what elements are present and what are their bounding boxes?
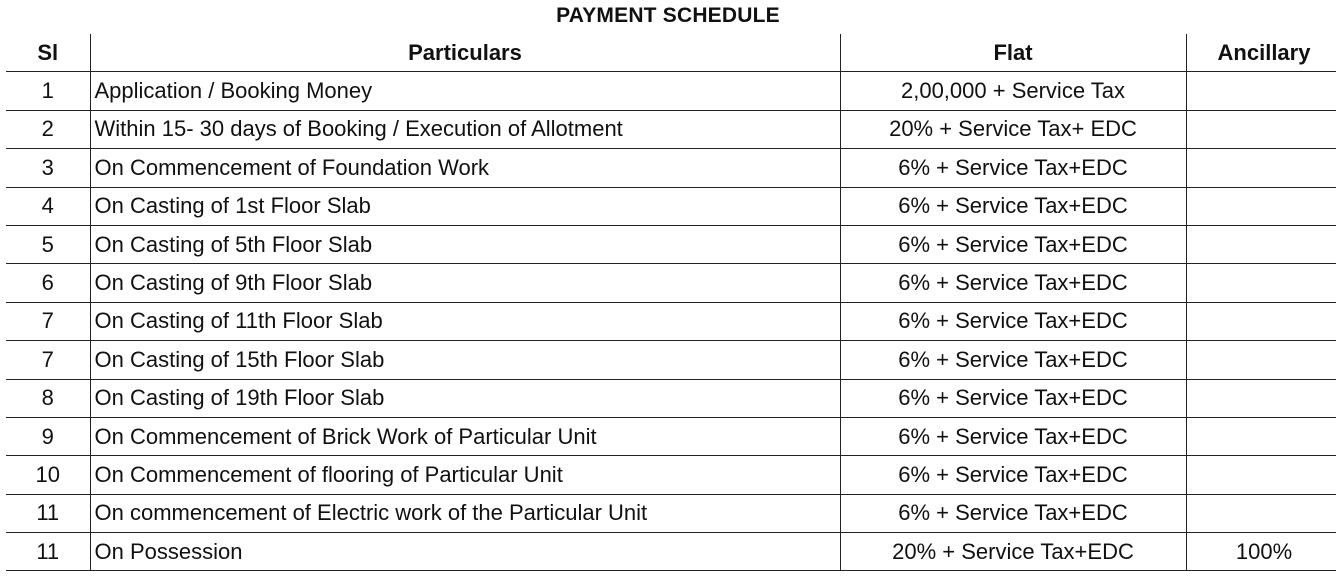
cell-ancillary [1186, 341, 1336, 379]
column-header-flat: Flat [840, 34, 1186, 72]
column-header-particulars: Particulars [90, 34, 840, 72]
table-row [6, 264, 1336, 302]
cell-ancillary [1186, 417, 1336, 455]
table-row [6, 341, 1336, 379]
cell-flat: 6% + Service Tax+EDC [840, 417, 1186, 455]
cell-ancillary [1186, 302, 1336, 340]
table-row [6, 187, 1336, 225]
cell-particulars: On Commencement of Foundation Work [90, 149, 840, 187]
cell-flat: 6% + Service Tax+EDC [840, 264, 1186, 302]
cell-ancillary [1186, 225, 1336, 263]
cell-flat: 6% + Service Tax+EDC [840, 341, 1186, 379]
cell-sl: 4 [6, 187, 90, 225]
cell-particulars: On Possession [90, 533, 840, 571]
table-row [6, 110, 1336, 148]
cell-particulars: On Commencement of Brick Work of Particular Unit [90, 417, 840, 455]
table-row [6, 456, 1336, 494]
cell-sl: 11 [6, 533, 90, 571]
cell-sl: 2 [6, 110, 90, 148]
cell-sl: 11 [6, 494, 90, 532]
cell-flat: 6% + Service Tax+EDC [840, 149, 1186, 187]
cell-ancillary [1186, 264, 1336, 302]
cell-flat: 6% + Service Tax+EDC [840, 494, 1186, 532]
payment-schedule-table [6, 34, 1336, 571]
cell-ancillary [1186, 379, 1336, 417]
cell-sl: 6 [6, 264, 90, 302]
cell-sl: 10 [6, 456, 90, 494]
cell-particulars: Application / Booking Money [90, 72, 840, 110]
cell-particulars: On Casting of 19th Floor Slab [90, 379, 840, 417]
column-header-ancillary: Ancillary [1186, 34, 1336, 72]
cell-ancillary [1186, 72, 1336, 110]
table-row [6, 149, 1336, 187]
cell-sl: 8 [6, 379, 90, 417]
cell-particulars: On Casting of 1st Floor Slab [90, 187, 840, 225]
cell-particulars: On Casting of 15th Floor Slab [90, 341, 840, 379]
cell-ancillary [1186, 149, 1336, 187]
cell-sl: 5 [6, 225, 90, 263]
cell-flat: 6% + Service Tax+EDC [840, 187, 1186, 225]
table-row [6, 225, 1336, 263]
cell-particulars: On commencement of Electric work of the Particular Unit [90, 494, 840, 532]
table-row [6, 533, 1336, 571]
table-row [6, 494, 1336, 532]
cell-particulars: On Casting of 5th Floor Slab [90, 225, 840, 263]
cell-ancillary: 100% [1186, 533, 1336, 571]
cell-particulars: On Casting of 9th Floor Slab [90, 264, 840, 302]
column-header-sl: Sl [6, 34, 90, 72]
cell-flat: 2,00,000 + Service Tax [840, 72, 1186, 110]
cell-sl: 7 [6, 302, 90, 340]
table-row [6, 417, 1336, 455]
cell-flat: 6% + Service Tax+EDC [840, 379, 1186, 417]
cell-particulars: On Casting of 11th Floor Slab [90, 302, 840, 340]
cell-ancillary [1186, 456, 1336, 494]
cell-sl: 3 [6, 149, 90, 187]
cell-sl: 9 [6, 417, 90, 455]
cell-flat: 6% + Service Tax+EDC [840, 225, 1186, 263]
cell-sl: 1 [6, 72, 90, 110]
cell-ancillary [1186, 110, 1336, 148]
cell-flat: 6% + Service Tax+EDC [840, 456, 1186, 494]
cell-ancillary [1186, 494, 1336, 532]
cell-flat: 6% + Service Tax+EDC [840, 302, 1186, 340]
cell-sl: 7 [6, 341, 90, 379]
table-row [6, 379, 1336, 417]
table-row [6, 72, 1336, 110]
cell-particulars: On Commencement of flooring of Particular Unit [90, 456, 840, 494]
cell-flat: 20% + Service Tax+ EDC [840, 110, 1186, 148]
header-row [6, 34, 1336, 72]
cell-ancillary [1186, 187, 1336, 225]
cell-flat: 20% + Service Tax+EDC [840, 533, 1186, 571]
page-title: PAYMENT SCHEDULE [556, 4, 780, 27]
cell-particulars: Within 15- 30 days of Booking / Execution of Allotment [90, 110, 840, 148]
table-row [6, 302, 1336, 340]
